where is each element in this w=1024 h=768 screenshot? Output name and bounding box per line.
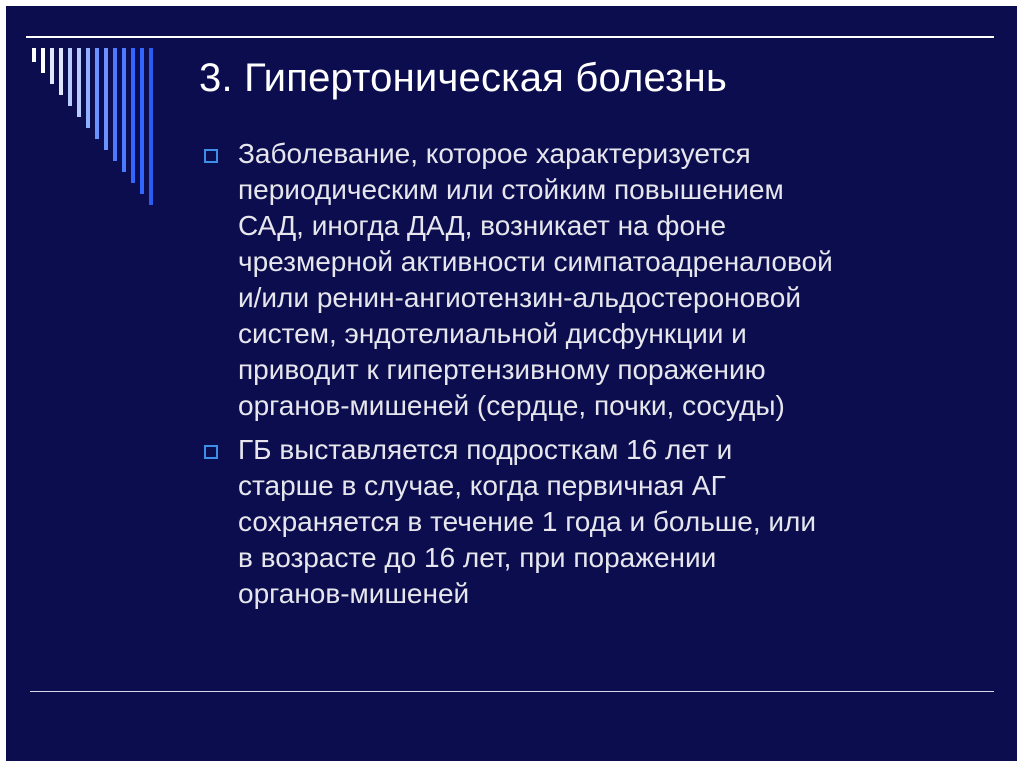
decor-stripe <box>131 48 135 183</box>
square-bullet-icon <box>204 445 218 459</box>
bullet-list <box>202 136 992 620</box>
square-bullet-icon <box>204 149 218 163</box>
decor-stripe <box>113 48 117 161</box>
decor-stripe <box>140 48 144 194</box>
list-item <box>202 136 992 424</box>
decor-stripe <box>104 48 108 150</box>
decor-stripe <box>95 48 99 139</box>
decor-stripe <box>77 48 81 117</box>
slide <box>6 6 1017 761</box>
slide-title: 3. Гипертоническая болезнь <box>199 56 727 100</box>
list-item <box>202 432 992 612</box>
list-item-text: ГБ выставляется подросткам 16 лет и старше в случае, когда первичная АГ сохраняется в течение 1 года и больше, или в возрасте до 16 лет, при поражении органов-мишеней <box>238 434 817 609</box>
list-item-text: Заболевание, которое характеризуется периодическим или стойким повышением САД, иногда ДАД, возникает на фоне чрезмерной активности симпатоадреналовой и/или ренин-ангиотензин-альдостероновой систем, эндотелиальной дисфункции и приводит к гипертензивному поражению органов-мишеней (сердце, почки, сосуды) <box>238 138 833 421</box>
decor-stripe <box>59 48 63 95</box>
bottom-divider-line <box>30 691 994 692</box>
decor-stripe <box>68 48 72 106</box>
decor-stripe <box>50 48 54 84</box>
decor-stripe <box>41 48 45 73</box>
decor-stripe <box>122 48 126 172</box>
decorative-stripes <box>6 6 176 206</box>
decor-stripe <box>149 48 153 205</box>
decor-stripe <box>86 48 90 128</box>
decor-stripe <box>32 48 36 62</box>
